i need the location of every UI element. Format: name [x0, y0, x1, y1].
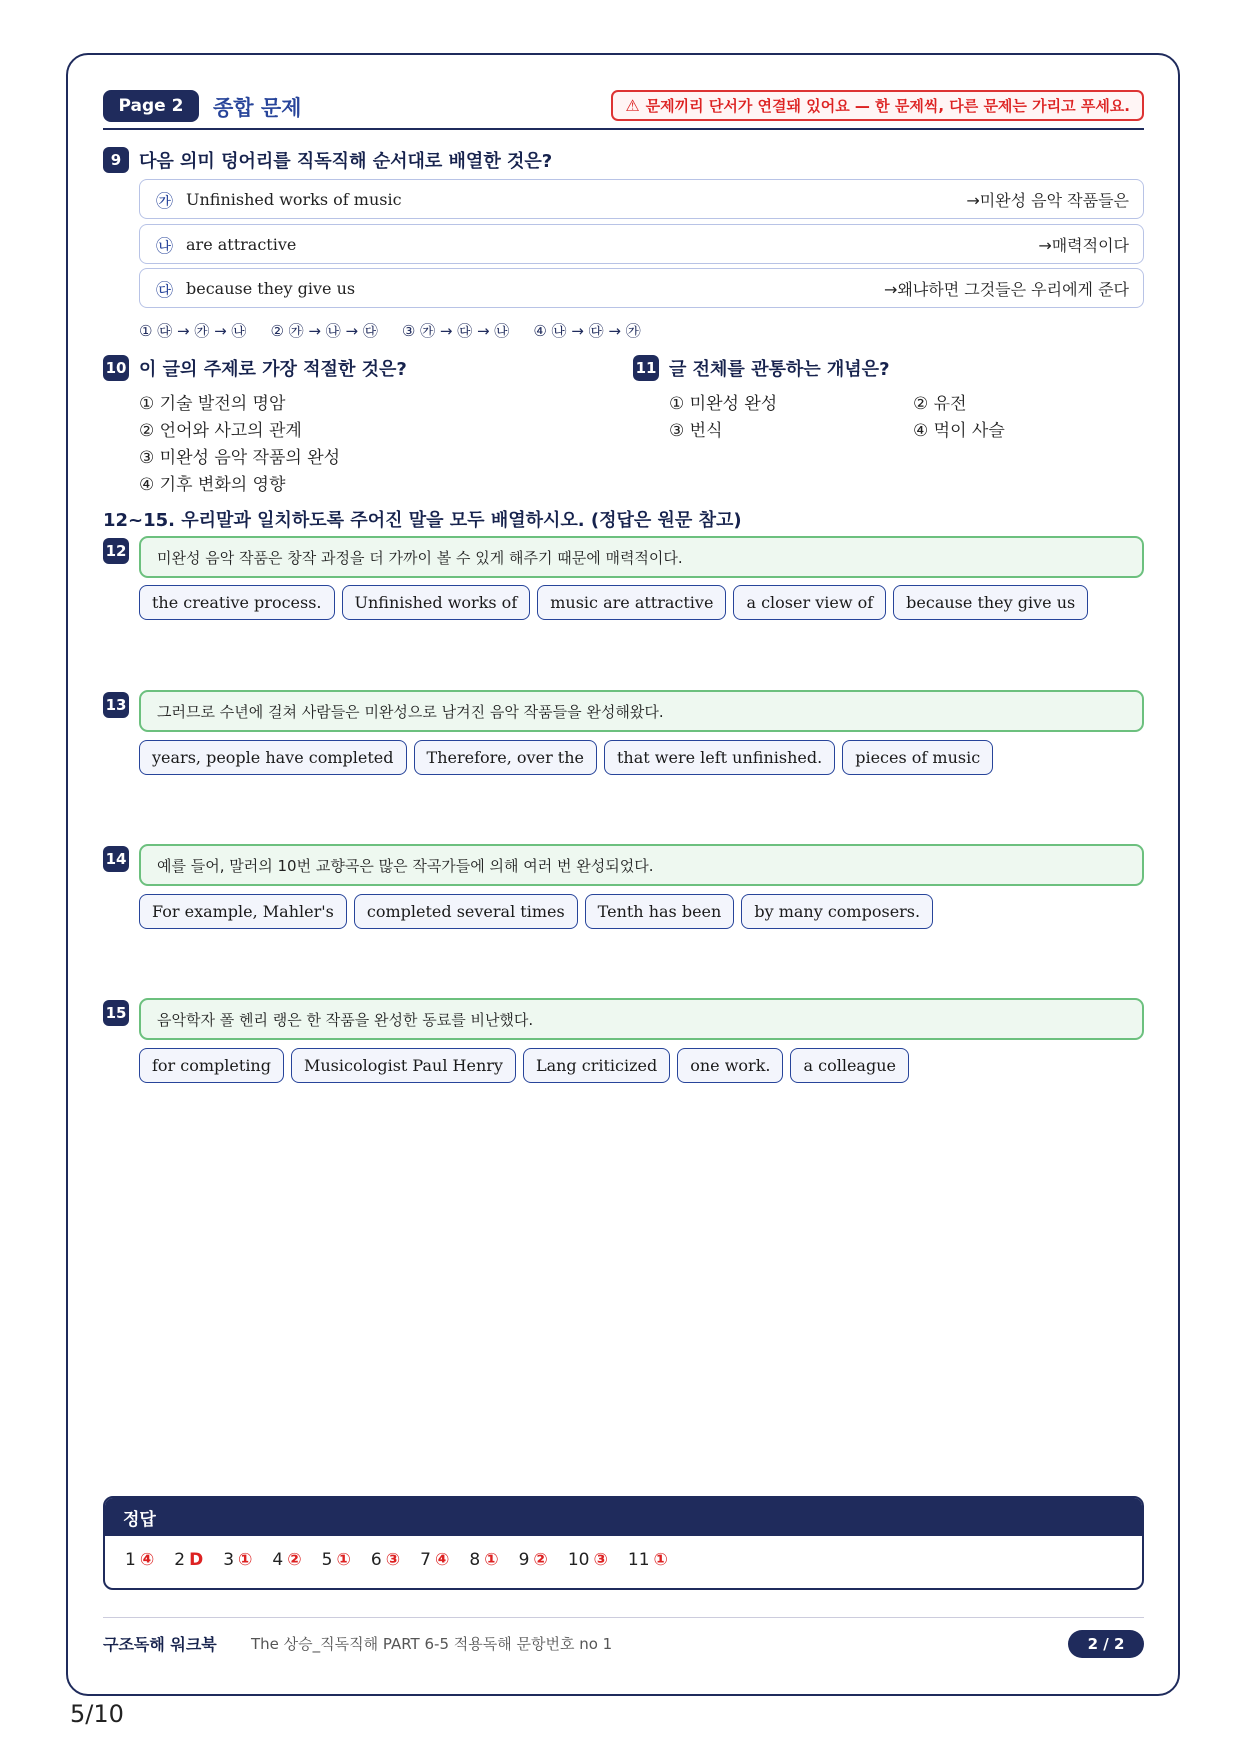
word-tile[interactable]: Unfinished works of: [342, 585, 531, 620]
word-tile[interactable]: music are attractive: [537, 585, 726, 620]
option-3[interactable]: ③ ㉮ → ㉰ → ㉯: [401, 322, 510, 340]
question-number-14: 14: [103, 846, 129, 872]
answer-key-title: 정답: [105, 1498, 1142, 1536]
word-tile[interactable]: a colleague: [790, 1048, 908, 1083]
page-label-badge: Page 2: [103, 90, 199, 122]
question-11-text: 글 전체를 관통하는 개념은?: [669, 359, 890, 380]
word-tile[interactable]: because they give us: [893, 585, 1088, 620]
word-tile[interactable]: pieces of music: [842, 740, 993, 775]
word-tile[interactable]: for completing: [139, 1048, 284, 1083]
option-4[interactable]: ④ ㉯ → ㉰ → ㉮: [533, 322, 641, 340]
reorder-instruction: 12~15. 우리말과 일치하도록 주어진 말을 모두 배열하시오. (정답은 원문 참고): [103, 510, 742, 531]
korean-sentence-14: 예를 들어, 말러의 10번 교향곡은 많은 작곡가들에 의해 여러 번 완성되었다.: [139, 844, 1144, 886]
word-tile[interactable]: completed several times: [354, 894, 578, 929]
word-tiles-14: [139, 894, 933, 929]
warning-triangle-icon: ⚠: [625, 96, 640, 115]
chunk-mark: ㉯: [156, 236, 173, 257]
page-pager-badge: 2 / 2: [1068, 1630, 1144, 1658]
answer-item: 4 ②: [272, 1550, 302, 1570]
answer-item: 7 ④: [420, 1550, 450, 1570]
q10-option-4[interactable]: ④ 기후 변화의 영향: [139, 475, 286, 495]
question-9-text: 다음 의미 덩어리를 직독직해 순서대로 배열한 것은?: [139, 151, 553, 172]
meaning-chunk-na: [139, 224, 1144, 264]
question-10-text: 이 글의 주제로 가장 적절한 것은?: [139, 359, 407, 380]
word-tiles-15: [139, 1048, 909, 1083]
answer-item: 2 D: [174, 1550, 204, 1570]
chunk-korean: →왜냐하면 그것들은 우리에게 준다: [883, 279, 1129, 299]
word-tile[interactable]: years, people have completed: [139, 740, 407, 775]
question-number-15: 15: [103, 1000, 129, 1026]
word-tiles-12: [139, 585, 1088, 620]
chunk-english: because they give us: [186, 278, 356, 298]
word-tile[interactable]: one work.: [677, 1048, 783, 1083]
chunk-english: are attractive: [186, 234, 297, 254]
word-tiles-13: [139, 740, 993, 775]
answer-list: [105, 1536, 1142, 1570]
question-number-10: 10: [103, 355, 129, 381]
word-tile[interactable]: Tenth has been: [585, 894, 735, 929]
q11-option-4[interactable]: ④ 먹이 사슬: [913, 421, 1005, 441]
answer-item: 3 ①: [223, 1550, 253, 1570]
warning-text: 문제끼리 단서가 연결돼 있어요 — 한 문제씩, 다른 문제는 가리고 푸세요.: [645, 97, 1130, 115]
option-1[interactable]: ① ㉰ → ㉮ → ㉯: [139, 322, 247, 340]
chunk-korean: →매력적이다: [1038, 235, 1129, 255]
question-number-9: 9: [103, 147, 129, 173]
word-tile[interactable]: For example, Mahler's: [139, 894, 347, 929]
footer-brand: 구조독해 워크북: [103, 1635, 217, 1654]
answer-item: 10 ③: [567, 1550, 608, 1570]
answer-item: 5 ①: [321, 1550, 351, 1570]
warning-banner: [611, 90, 1144, 121]
question-number-12: 12: [103, 538, 129, 564]
answer-item: 8 ①: [469, 1550, 499, 1570]
word-tile[interactable]: the creative process.: [139, 585, 335, 620]
question-9-options: [139, 320, 641, 341]
chunk-mark: ㉰: [156, 280, 173, 301]
answer-key: [103, 1496, 1144, 1590]
chunk-korean: →미완성 음악 작품들은: [966, 190, 1129, 210]
page-header: [103, 90, 1144, 130]
chunk-mark: ㉮: [156, 191, 173, 212]
korean-sentence-15: 음악학자 폴 헨리 랭은 한 작품을 완성한 동료를 비난했다.: [139, 998, 1144, 1040]
q11-option-3[interactable]: ③ 번식: [669, 421, 723, 441]
answer-item: 11 ①: [627, 1550, 668, 1570]
q10-option-2[interactable]: ② 언어와 사고의 관계: [139, 421, 302, 441]
question-number-13: 13: [103, 692, 129, 718]
korean-sentence-12: 미완성 음악 작품은 창작 과정을 더 가까이 볼 수 있게 해주기 때문에 매력적이다.: [139, 536, 1144, 578]
section-title: 종합 문제: [213, 96, 302, 120]
q11-option-1[interactable]: ① 미완성 완성: [669, 394, 778, 414]
word-tile[interactable]: that were left unfinished.: [604, 740, 835, 775]
word-tile[interactable]: by many composers.: [741, 894, 933, 929]
question-number-11: 11: [633, 355, 659, 381]
korean-sentence-13: 그러므로 수년에 걸쳐 사람들은 미완성으로 남겨진 음악 작품들을 완성해왔다.: [139, 690, 1144, 732]
word-tile[interactable]: a closer view of: [733, 585, 886, 620]
document-page-counter: 5/10: [70, 1700, 124, 1728]
word-tile[interactable]: Musicologist Paul Henry: [291, 1048, 516, 1083]
word-tile[interactable]: Therefore, over the: [414, 740, 597, 775]
option-2[interactable]: ② ㉮ → ㉯ → ㉰: [270, 322, 378, 340]
meaning-chunk-da: [139, 268, 1144, 308]
q11-option-2[interactable]: ② 유전: [913, 394, 967, 414]
q10-option-1[interactable]: ① 기술 발전의 명암: [139, 394, 286, 414]
answer-item: 1 ④: [125, 1550, 155, 1570]
q10-option-3[interactable]: ③ 미완성 음악 작품의 완성: [139, 448, 341, 468]
page-footer: [103, 1617, 1144, 1663]
chunk-english: Unfinished works of music: [186, 189, 402, 209]
meaning-chunk-ga: [139, 179, 1144, 219]
word-tile[interactable]: Lang criticized: [523, 1048, 670, 1083]
answer-item: 9 ②: [518, 1550, 548, 1570]
footer-source: The 상승_직독직해 PART 6-5 적용독해 문항번호 no 1: [251, 1635, 613, 1653]
answer-item: 6 ③: [370, 1550, 401, 1570]
